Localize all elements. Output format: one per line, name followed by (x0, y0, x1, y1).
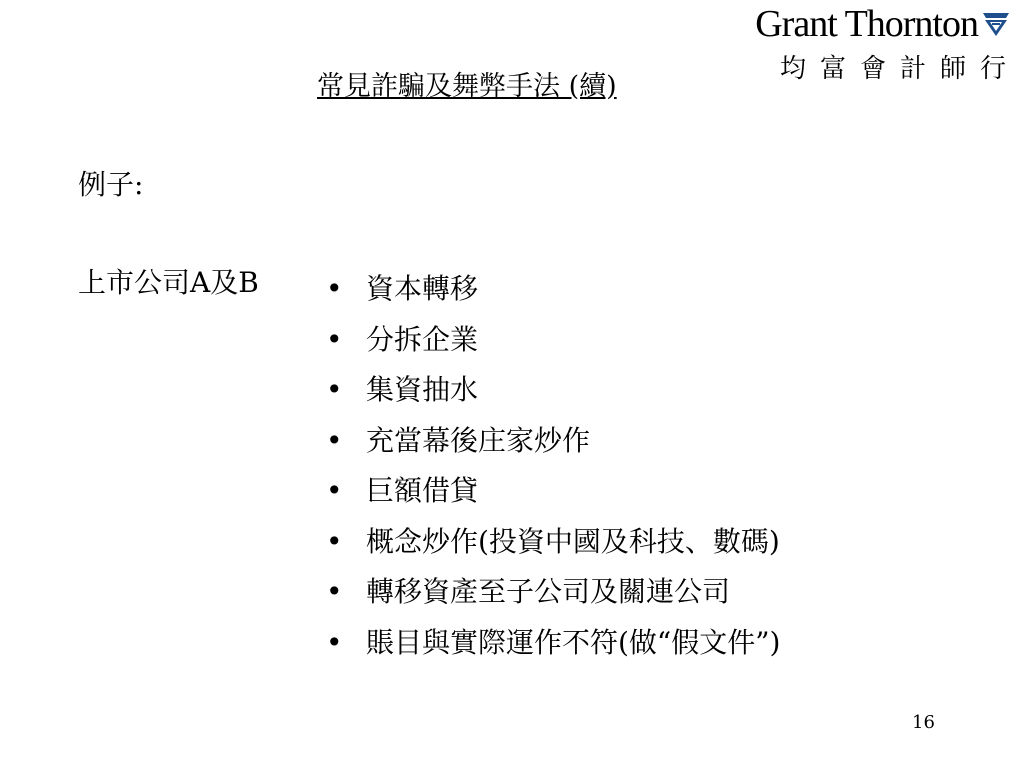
page-title: 常見詐騙及舞弊手法 (續) (317, 71, 617, 102)
list-item-text: 充當幕後庄家炒作 (366, 423, 591, 457)
list-item (318, 517, 780, 568)
list-item-text: 賬目與實際運作不符(做“假文件”) (366, 625, 781, 659)
bullet-icon: • (326, 322, 343, 356)
bullet-icon: • (326, 625, 343, 659)
list-item-text: 巨額借貸 (366, 474, 479, 508)
grant-thornton-logo-mark-icon (982, 10, 1010, 38)
logo-name-row (710, 4, 1010, 44)
list-item (318, 466, 780, 517)
list-item-text: 分拆企業 (366, 322, 479, 356)
company-label: 上市公司A及B (78, 266, 259, 299)
bullet-icon: • (326, 423, 343, 457)
list-item (318, 567, 780, 618)
list-item-text: 資本轉移 (366, 272, 479, 306)
list-item (318, 618, 780, 669)
logo-name: Grant Thornton (755, 3, 978, 45)
list-item-text: 轉移資產至子公司及關連公司 (366, 575, 731, 609)
bullet-list (318, 264, 780, 668)
logo-chinese-name: 均富會計師行 (779, 54, 1020, 84)
example-label: 例子: (78, 168, 144, 201)
list-item (318, 315, 780, 366)
list-item (318, 416, 780, 467)
bullet-icon: • (326, 474, 343, 508)
list-item (318, 365, 780, 416)
bullet-icon: • (326, 575, 343, 609)
list-item-text: 集資抽水 (366, 373, 479, 407)
list-item-text: 概念炒作(投資中國及科技、數碼) (366, 524, 780, 558)
list-item (318, 264, 780, 315)
bullet-icon: • (326, 272, 343, 306)
bullet-icon: • (326, 373, 343, 407)
bullet-icon: • (326, 524, 343, 558)
company-logo (710, 3, 1020, 86)
page-number: 16 (912, 712, 935, 733)
